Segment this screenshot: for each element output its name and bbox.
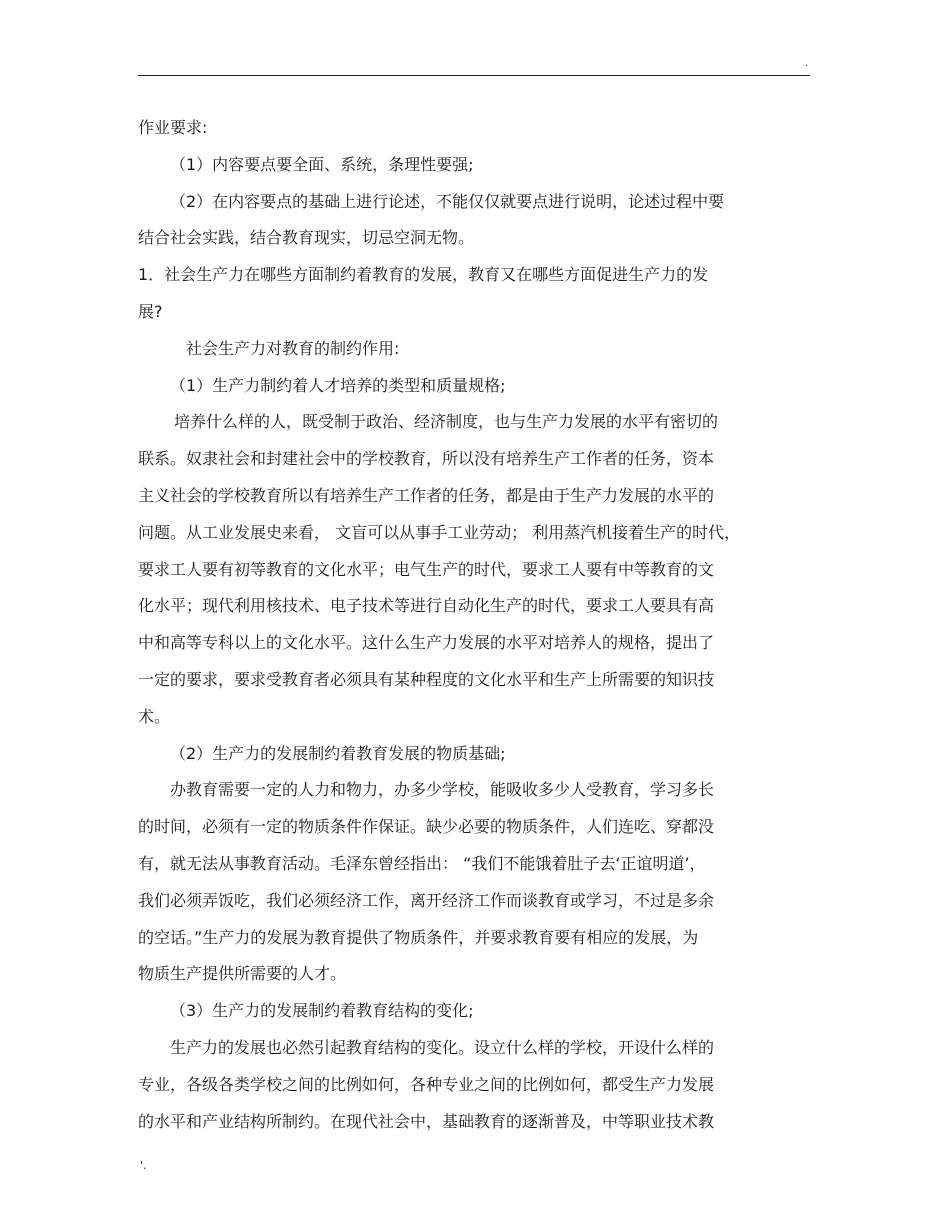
question-1: 1．社会生产力在哪些方面制约着教育的发展，教育又在哪些方面促进生产力的发 (138, 265, 709, 285)
requirement-2: （2）在内容要点的基础上进行论述，不能仅仅就要点进行说明，论述过程中要 (170, 191, 725, 211)
paragraph-line: 培养什么样的人，既受制于政治、经济制度，也与生产力发展的水平有密切的 (174, 412, 719, 432)
paragraph-line: 要求工人要有初等教育的文化水平；电气生产的时代，要求工人要有中等教育的文 (138, 559, 715, 579)
paragraph-line: 展? (138, 301, 163, 321)
header-mark: · (805, 61, 809, 72)
paragraph-line: 办教育需要一定的人力和物力，办多少学校，能吸收多少人受教育，学习多长 (170, 780, 715, 800)
subheading-1: （1）生产力制约着人才培养的类型和质量规格; (170, 375, 506, 395)
paragraph-line: 一定的要求，要求受教育者必须具有某种程度的文化水平和生产上所需要的知识技 (138, 669, 715, 689)
footer-mark: '. (140, 1159, 147, 1172)
paragraph-line: 的时间，必须有一定的物质条件作保证。缺少必要的物质条件，人们连吃、穿都没 (138, 817, 715, 837)
paragraph-line: 问题。从工业发展史来看， 文盲可以从事手工业劳动； 利用蒸汽机接着生产的时代， (138, 522, 741, 542)
paragraph-line: 的水平和产业结构所制约。在现代社会中，基础教育的逐渐普及，中等职业技术教 (138, 1111, 715, 1131)
paragraph-line: 结合社会实践，结合教育现实，切忌空洞无物。 (138, 228, 475, 248)
header-rule (138, 75, 810, 76)
requirement-1: （1）内容要点要全面、系统，条理性要强; (170, 154, 474, 174)
paragraph-line: 物质生产提供所需要的人才。 (138, 964, 347, 984)
subheading-3: （3）生产力的发展制约着教育结构的变化; (170, 1001, 474, 1021)
document-body (138, 110, 798, 1140)
paragraph-line: 生产力的发展也必然引起教育结构的变化。设立什么样的学校，开设什么样的 (170, 1037, 715, 1057)
subheading-2: （2）生产力的发展制约着教育发展的物质基础; (170, 743, 506, 763)
section-heading: 社会生产力对教育的制约作用: (186, 338, 400, 358)
paragraph-line: 专业，各级各类学校之间的比例如何，各种专业之间的比例如何，都受生产力发展 (138, 1074, 715, 1094)
paragraph-line: 主义社会的学校教育所以有培养生产工作者的任务，都是由于生产力发展的水平的 (138, 485, 715, 505)
assignment-heading: 作业要求: (138, 118, 208, 137)
paragraph-line: 我们必须弄饭吃，我们必须经济工作，离开经济工作而谈教育或学习，不过是多余 (138, 890, 715, 910)
paragraph-line: 化水平；现代利用核技术、电子技术等进行自动化生产的时代，要求工人要具有高 (138, 596, 715, 616)
paragraph-line: 联系。奴隶社会和封建社会中的学校教育，所以没有培养生产工作者的任务，资本 (138, 449, 715, 469)
paragraph-line: 的空话。”生产力的发展为教育提供了物质条件，并要求教育要有相应的发展，为 (138, 927, 699, 947)
paragraph-line: 有，就无法从事教育活动。毛泽东曾经指出： “我们不能饿着肚子去‘正谊明道’， (138, 853, 706, 873)
paragraph-line: 术。 (138, 706, 171, 726)
paragraph-line: 中和高等专科以上的文化水平。这什么生产力发展的水平对培养人的规格，提出了 (138, 633, 715, 653)
